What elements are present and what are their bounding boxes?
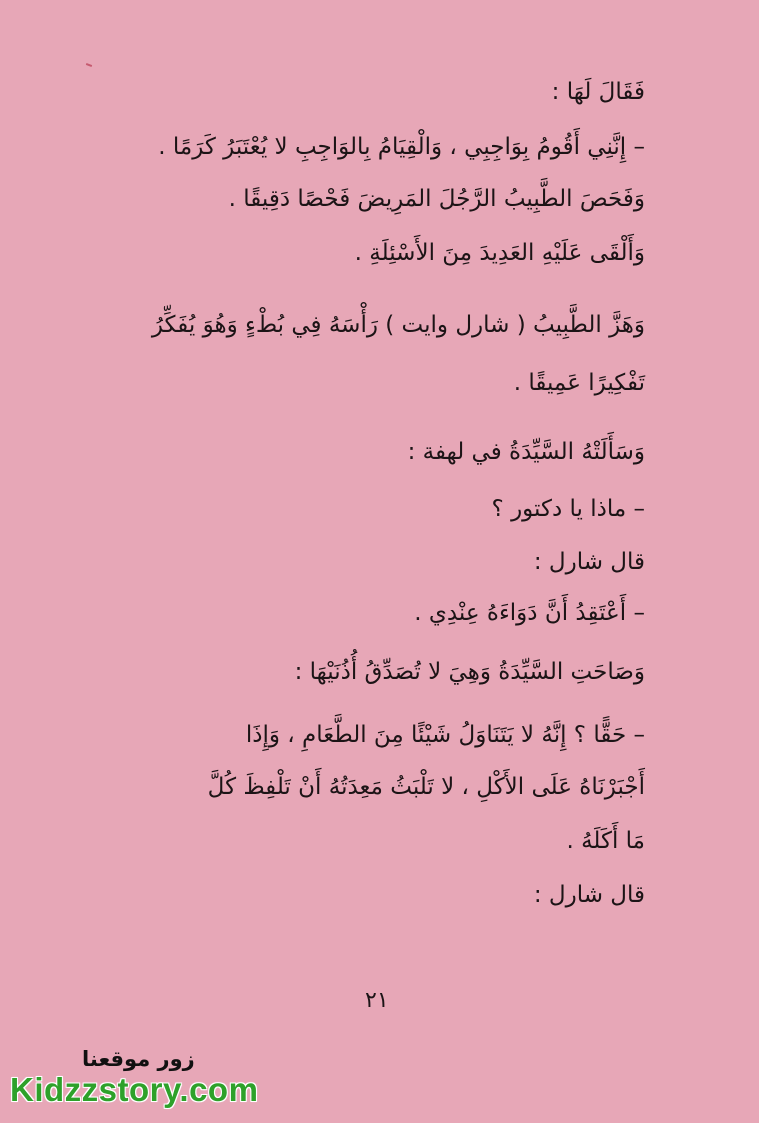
text-line-4: وَأَلْقَى عَلَيْهِ العَدِيدَ مِنَ الأَسْئِلَةِ . [354,240,645,266]
text-line-2: – إِنَّنِي أَقُومُ بِوَاجِبِي ، وَالْقِيَامُ بِالوَاجِبِ لا يُعْتَبَرُ كَرَمًا . [158,134,645,160]
text-line-3: وَفَحَصَ الطَّبِيبُ الرَّجُلَ المَرِيضَ فَحْصًا دَقِيقًا . [228,186,645,212]
text-line-7: وَسَأَلَتْهُ السَّيِّدَةُ في لهفة : [407,439,645,465]
watermark-caption: زور موقعنا [82,1047,195,1071]
watermark-logo: Kidzzstory.com [10,1071,259,1108]
text-line-13: أَجْبَرْنَاهُ عَلَى الأَكْلِ ، لا تَلْبَثُ مَعِدَتُهُ أَنْ تَلْفِظَ كُلَّ [207,774,645,800]
text-line-12: – حَقًّا ؟ إِنَّهُ لا يَتَنَاوَلُ شَيْئًا مِنَ الطَّعَامِ ، وَإِذَا [245,722,645,748]
text-line-1: فَقَالَ لَهَا : [551,79,645,105]
text-line-14: مَا أَكَلَهُ . [566,828,645,854]
text-line-6: تَفْكِيرًا عَمِيقًا . [513,370,645,396]
text-line-8: – ماذا يا دكتور ؟ [491,496,645,522]
text-line-15: قال شارل : [533,882,645,908]
text-line-11: وَصَاحَتِ السَّيِّدَةُ وَهِيَ لا تُصَدِّقُ أُذُنَيْهَا : [294,659,645,685]
text-line-10: – أَعْتَقِدُ أَنَّ دَوَاءَهُ عِنْدِي . [414,600,645,626]
text-line-9: قال شارل : [533,549,645,575]
text-line-5: وَهَزَّ الطَّبِيبُ ( شارل وايت ) رَأْسَهُ فِي بُطْءٍ وَهُوَ يُفَكِّرُ [151,312,645,338]
page-number: ٢١ [365,988,389,1013]
